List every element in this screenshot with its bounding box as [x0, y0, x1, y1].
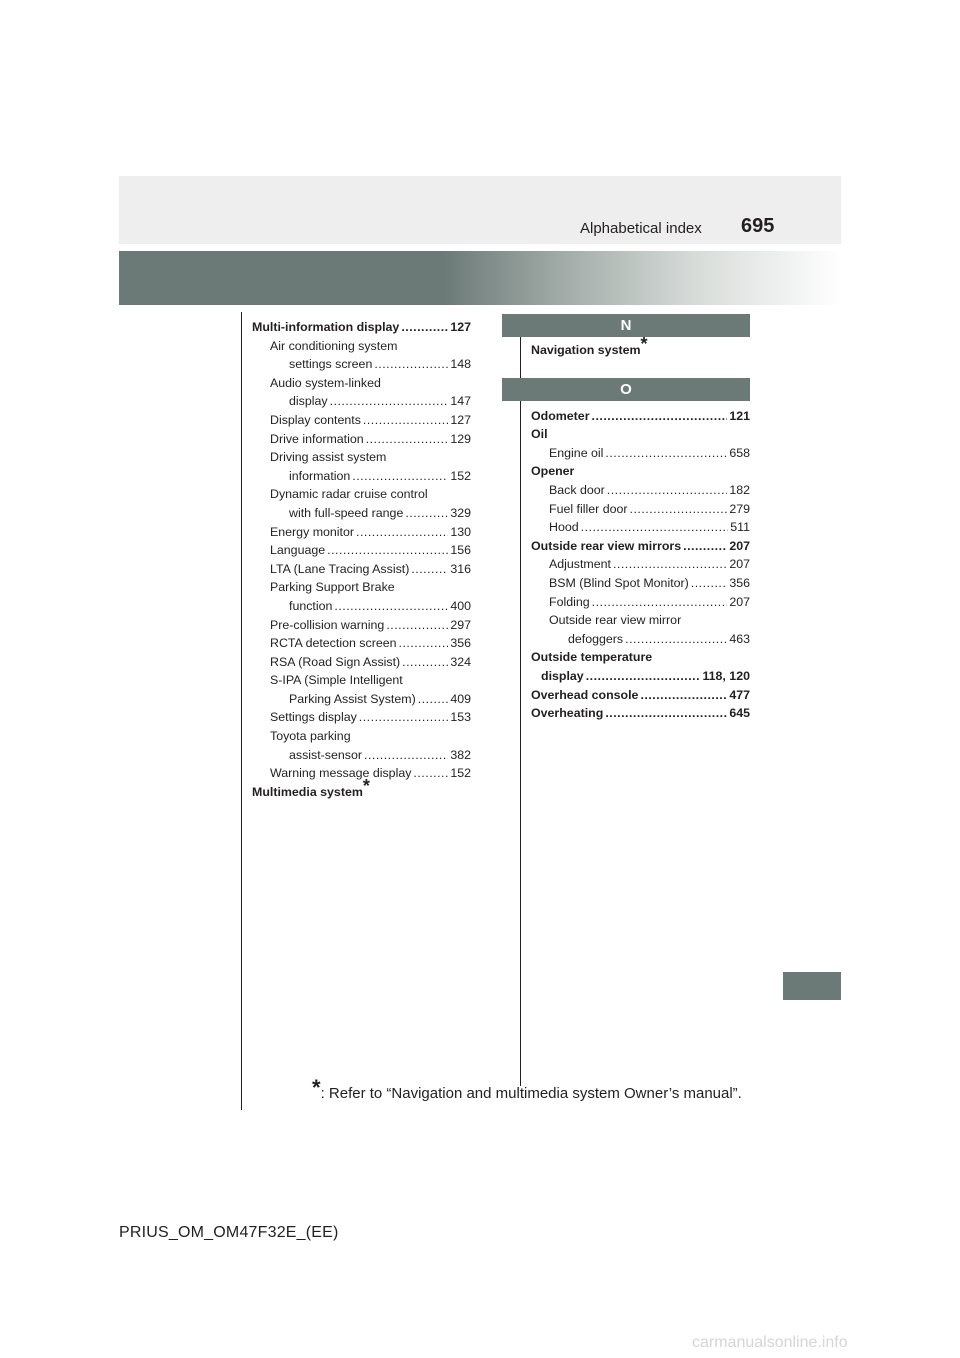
index-entry-overhead-console[interactable]: Overhead console ..... 477 — [531, 686, 750, 705]
index-subentry[interactable]: assist-sensor ..... 382 — [252, 746, 471, 765]
index-subentry-line: Air conditioning system — [270, 338, 398, 353]
index-subentry[interactable]: RCTA detection screen ..... 356 — [252, 634, 471, 653]
index-entry-opener: Opener — [531, 464, 575, 479]
index-column-left — [252, 318, 471, 801]
index-subentry[interactable]: Back door ..... 182 — [531, 481, 750, 500]
header-band — [119, 176, 841, 244]
index-subentry[interactable]: Language ..... 156 — [252, 541, 471, 560]
section-tab — [783, 972, 841, 1000]
index-subentry[interactable]: defoggers ..... 463 — [531, 630, 750, 649]
index-entry-oil: Oil — [531, 427, 548, 442]
index-subentry[interactable]: Warning message display ..... 152 — [252, 764, 471, 783]
index-subentry[interactable]: Fuel filler door ..... 279 — [531, 500, 750, 519]
section-letter-n: N — [502, 314, 750, 337]
header-title: Alphabetical index — [580, 220, 702, 237]
index-entry-odometer[interactable]: Odometer ..... 121 — [531, 407, 750, 426]
index-subentry[interactable]: Drive information ..... 129 — [252, 430, 471, 449]
index-subentry[interactable]: Hood ..... 511 — [531, 518, 750, 537]
index-subentry[interactable]: display ..... 147 — [252, 392, 471, 411]
footnote-text: : Refer to “Navigation and multimedia system Owner’s manual”. — [320, 1085, 742, 1102]
document-code: PRIUS_OM_OM47F32E_(EE) — [119, 1224, 339, 1241]
index-subentry[interactable]: Energy monitor ..... 130 — [252, 523, 471, 542]
index-entry-outside-temperature[interactable]: display ..... 118, 120 — [531, 667, 750, 686]
footnote — [312, 1075, 742, 1102]
footnote-asterisk: * — [312, 1075, 321, 1100]
footnote-asterisk: * — [640, 334, 648, 354]
header-gradient-band — [119, 251, 841, 305]
index-subentry[interactable]: Settings display ..... 153 — [252, 708, 471, 727]
footnote-asterisk: * — [362, 775, 370, 796]
page-number: 695 — [741, 215, 775, 237]
index-subentry[interactable]: Folding ..... 207 — [531, 593, 750, 612]
index-subentry[interactable]: LTA (Lane Tracing Assist) ..... 316 — [252, 560, 471, 579]
index-subentry[interactable]: function ..... 400 — [252, 597, 471, 616]
section-letter-o: O — [502, 378, 750, 401]
index-subentry[interactable]: RSA (Road Sign Assist) ..... 324 — [252, 653, 471, 672]
index-subentry-line: Audio system-linked — [270, 375, 381, 390]
index-entry-navigation-system[interactable]: Navigation system* — [531, 334, 648, 357]
index-subentry-line: Parking Support Brake — [270, 580, 395, 595]
index-subentry-line: Outside rear view mirror — [549, 613, 682, 628]
index-subentry[interactable]: information ..... 152 — [252, 467, 471, 486]
index-subentry[interactable]: Engine oil ..... 658 — [531, 444, 750, 463]
index-subentry-line: S-IPA (Simple Intelligent — [270, 673, 403, 688]
index-entry-outside-temperature-line: Outside temperature — [531, 650, 653, 665]
index-subentry[interactable]: Parking Assist System) ..... 409 — [252, 690, 471, 709]
index-subentry-line: Driving assist system — [270, 450, 387, 465]
index-subentry[interactable]: Adjustment ..... 207 — [531, 555, 750, 574]
index-subentry[interactable]: with full-speed range ..... 329 — [252, 504, 471, 523]
index-entry-outside-rear-view-mirrors[interactable]: Outside rear view mirrors ..... 207 — [531, 537, 750, 556]
index-subentry-line: Dynamic radar cruise control — [270, 487, 428, 502]
column-divider-left — [241, 312, 242, 1110]
index-subentry[interactable]: settings screen ..... 148 — [252, 355, 471, 374]
index-subentry-line: Toyota parking — [270, 729, 351, 744]
index-subentry[interactable]: Display contents ..... 127 — [252, 411, 471, 430]
index-subentry[interactable]: Pre-collision warning ..... 297 — [252, 616, 471, 635]
index-entry-multi-information-display[interactable]: Multi-information display ..... 127 — [252, 318, 471, 337]
index-entry-multimedia-system[interactable]: Multimedia system* — [252, 775, 370, 799]
watermark: carmanualsonline.info — [692, 1334, 848, 1351]
index-column-right — [531, 314, 750, 723]
index-entry-overheating[interactable]: Overheating ..... 645 — [531, 704, 750, 723]
index-subentry[interactable]: BSM (Blind Spot Monitor) ..... 356 — [531, 574, 750, 593]
column-divider-middle — [520, 337, 521, 1086]
